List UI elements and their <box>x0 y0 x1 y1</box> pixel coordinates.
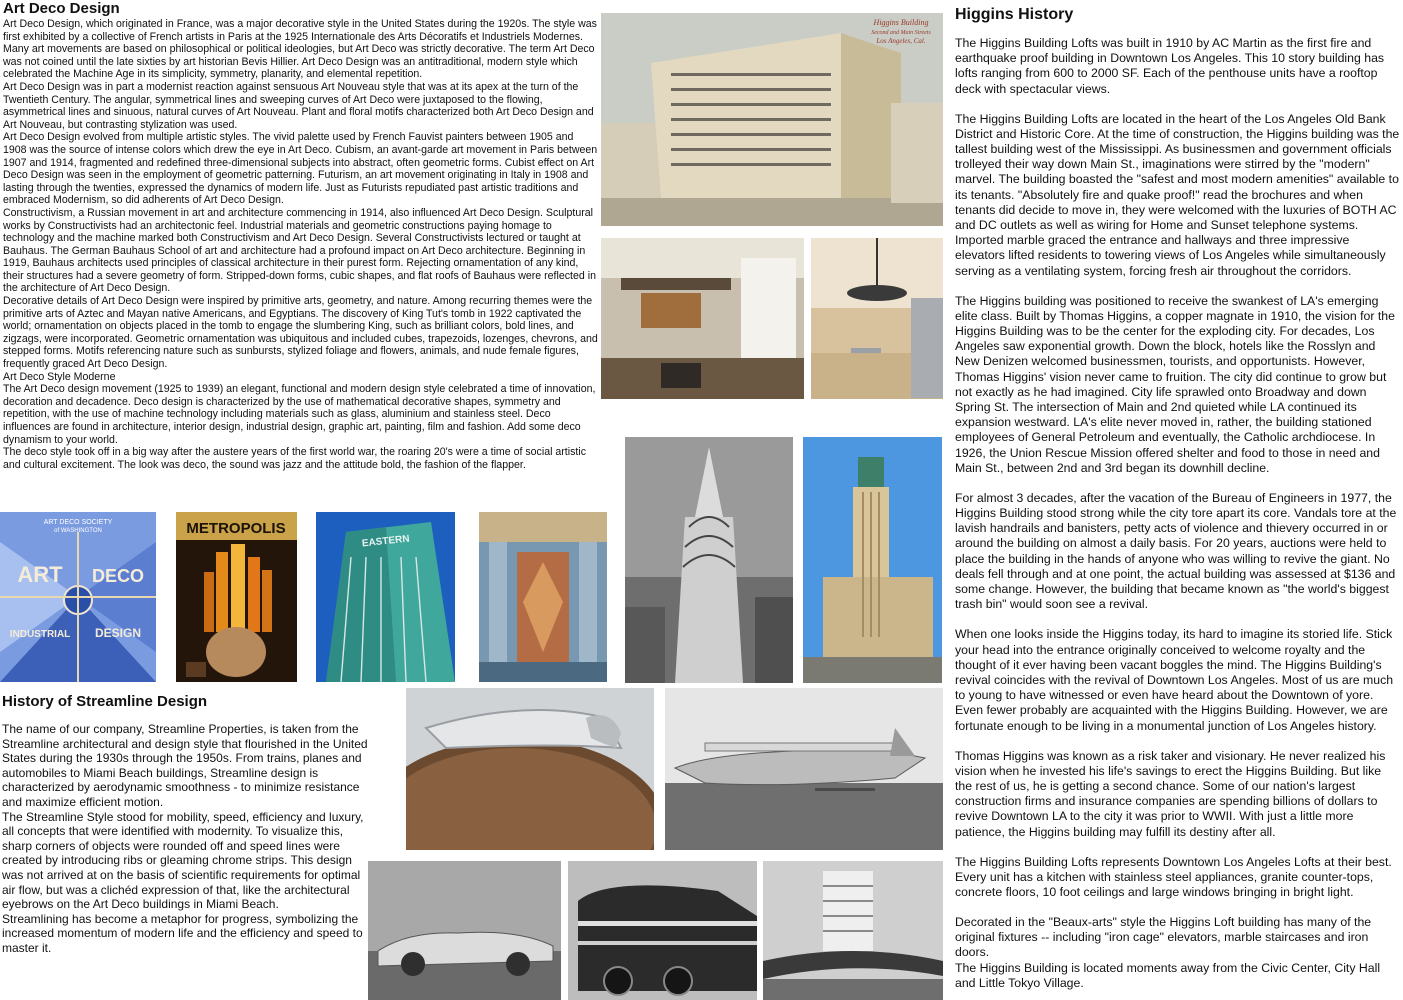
metropolis-poster-image <box>176 512 297 682</box>
streamline-title: History of Streamline Design <box>2 693 208 710</box>
metropolis-title-text: METROPOLIS <box>186 520 286 537</box>
postcard-caption-line2: Second and Main Streets <box>871 30 931 36</box>
poster-industrial-text: INDUSTRIAL <box>9 629 71 640</box>
art-deco-paragraph: Constructivism, a Russian movement in art and architecture commencing in 1914, also influenced Art Deco Design. Sculptural works by Constructivists had an architectonic feel. Industrial materials and geometric constructions paying homage to technology and the machine marked both Constructivism and Art Deco Design. Several Constructivists lectured or taught at Bauhaus. The German Bauhaus School of art and architecture had a profound impact on Art Deco architecture. Beginning in 1919, Bauhaus architects used principles of classical architecture in their purest form. Rejecting ornamentation of any kind, their structures had a severe geometry of form. Stripped-down forms, cubic shapes, and flat roofs of Bauhaus were reflected in the architecture of Art Deco Design. <box>3 206 596 295</box>
art-deco-section <box>3 0 599 471</box>
eastern-building-image <box>316 512 455 682</box>
higgins-paragraph: The Higgins Building Lofts represents Downtown Los Angeles Lofts at their best. Every unit has a kitchen with stainless steel appliances, granite counter-tops, concrete floors, 10 foot ceilings and large windows bringing in bright light. <box>955 854 1392 899</box>
streamline-paragraph: The name of our company, Streamline Properties, is taken from the Streamline architectural and design style that flourished in the United States during the 1930s through the 1950s. From trains, planes and automobiles to Miami Beach buildings, Streamline design is characterized by aerodynamic smoothness - to minimize resistance and maximize efficient motion. <box>2 722 368 809</box>
art-deco-body <box>3 18 599 471</box>
eastern-sign-text: EASTERN <box>361 533 411 550</box>
art-deco-subheading: Art Deco Style Moderne <box>3 370 116 383</box>
higgins-title: Higgins History <box>955 6 1074 23</box>
streamline-paragraph: The Streamline Style stood for mobility, speed, efficiency and luxury, all concepts that were identified with modernity. To visualize this, sharp corners of objects were rounded off and speed lines were created by introducing ribs or gleaming chrome strips. This design was not arrived at on the basis of scientific requirements for optimal air flow, but was a clichéd expression of that, like the architectural eyebrows on the Art Deco buildings in Miami Beach. <box>2 809 364 912</box>
higgins-paragraph: The Higgins Building is located moments away from the Civic Center, City Hall and Little Tokyo Village. <box>955 960 1381 990</box>
art-deco-paragraph: Art Deco Design, which originated in France, was a major decorative style in the United States during the 1920s. The style was first exhibited by a collective of French artists in Paris at the 1925 Internationale des Arts Décoratifs et Industriels Modernes. Many art movements are based on philosophical or political ideologies, but Art Deco was strictly decorative. The term Art Deco was not coined until the late sixties by art historian Bevis Hillier. Art Deco Design was an antitraditional, modern style which celebrated the Machine Age in its simplicity, symmetry, planarity, and elemental repetition. <box>3 18 597 81</box>
flying-boat-image <box>665 688 943 850</box>
streamline-building-image <box>763 861 943 1000</box>
chrysler-building-image <box>625 437 793 683</box>
higgins-body <box>955 36 1401 991</box>
poster-top-text: ART DECO SOCIETY <box>43 519 113 526</box>
poster-deco-text: DECO <box>91 566 145 586</box>
postcard-caption-line1: Higgins Building <box>873 18 929 27</box>
higgins-paragraph: Thomas Higgins was known as a risk taker and visionary. He never realized his vision when he invested his life's savings to erect the Higgins Building. But like the rest of us, he is getting a second chance. Some of our nation's largest construction firms and insurance companies are spending billions of dollars to revive Downtown LA to the city it was prior to WWII. With just a little more patience, the Higgins building may fulfill its destiny after all. <box>955 748 1386 839</box>
art-deco-society-poster-image <box>0 512 156 682</box>
streamline-section <box>2 693 368 956</box>
higgins-paragraph: The Higgins building was positioned to receive the swankest of LA's emerging elite class. Built by Thomas Higgins, a copper magnate in 1910, the vision for the Higgins Building was to be the center for the exploding city. For decades, Los Angeles saw exponential growth. Down the block, hotels like the Rosslyn and New Denizen welcomed businessmen, tourists, and opportunists. However, Thomas Higgins' vision never came to fruition. The city did continue to grow but not exactly as he had imagined. City life sprawled onto Broadway and down Spring St. The intersection of Main and 2nd quieted while LA continued its expansion westward. LA's elite never moved in, rather, the building stationed employees of General Petroleum and eventually, the Catholic archdiocese. In 1926, the Union Rescue Mission offered shelter and food to those in need and Main St., between 2nd and 3rd began its downhill decline. <box>955 293 1395 475</box>
higgins-building-postcard-image <box>601 13 943 226</box>
poster-sub-text: of WASHINGTON <box>54 528 102 534</box>
art-deco-title: Art Deco Design <box>3 0 120 17</box>
art-deco-tower-image <box>803 437 942 683</box>
loft-kitchen-image <box>811 238 943 399</box>
poster-design-text: DESIGN <box>94 626 142 640</box>
higgins-history-section <box>955 6 1401 991</box>
higgins-paragraph: When one looks inside the Higgins today, its hard to imagine its storied life. Stick your head into the entrance originally conceived to welcome royalty and the thought of it ever having been vacant boggles the mind. The Higgins Building's revival coincides with the revival of Downtown Los Angeles. Most of us are much to young to have witnessed or even have heard about the Downtown of yore. Even fewer probably are acquainted with the Higgins Building. However, we are fortunate enough to be living in a monumental junction of Los Angeles history. <box>955 627 1394 733</box>
higgins-paragraph: The Higgins Building Lofts are located in the heart of the Los Angeles Old Bank District and Historic Core. At the time of construction, the Higgins building was the tallest building west of the Mississippi. As businessmen and government officials trolleyed their way down Main St., imaginations were stirred by the "modern" marvel. The building boasted the "safest and most modern amenities" available to its tenants. "Absolutely fire and quake proof!" read the brochures and when tenants did decide to move in, they were welcomed with the luxuries of BOTH AC and DC outlets as well as wiring for Home and Sunset telephone systems. Imported marble graced the entrance and hallways and three impressive elevators lifted residents to towering views of Los Angeles while simultaneously serving as a ventilating system, forcing fresh air throughout the corridors. <box>955 111 1400 278</box>
streamline-locomotive-image <box>568 861 757 1000</box>
art-deco-facade-detail-image <box>479 512 607 682</box>
streamline-car-image <box>368 861 561 1000</box>
higgins-paragraph: For almost 3 decades, after the vacation of the Bureau of Engineers in 1977, the Higgins Building stood strong while the city tore apart its core. Vandals tore at the lavish handrails and banisters, petty acts of violence and thievery occurred in or around the building on almost a daily basis. For 20 years, auctions were held to place the building in the hands of anyone who was willing to revive the giant. No deals fell through and at one point, the actual building was assessed at $136 and some change. However, the building that became known as "the world's biggest trash bin" would soon see a revival. <box>955 490 1397 612</box>
higgins-paragraph: Decorated in the "Beaux-arts" style the Higgins Loft building has many of the original fixtures -- including "iron cage" elevators, marble staircases and iron doors. <box>955 914 1372 960</box>
loft-interior-image <box>601 238 804 399</box>
poster-art-text: ART <box>17 562 63 587</box>
streamline-paragraph: Streamlining has become a metaphor for progress, symbolizing the increased momentum of modern life and the efficiency and speed to master it. <box>2 911 363 955</box>
car-hood-ornament-image <box>406 688 654 850</box>
streamline-body <box>2 722 368 956</box>
higgins-paragraph: The Higgins Building Lofts was built in 1910 by AC Martin as the first fire and earthquake proof building in Downtown Los Angeles. This 10 story building has lofts ranging from 600 to 2000 SF. Each of the penthouse units have a rooftop deck with spectacular views. <box>955 36 1385 96</box>
art-deco-paragraph: The Art Deco design movement (1925 to 1939) an elegant, functional and modern design style celebrated a time of innovation, decoration and decadence. Deco design is characterized by the use of mathematical decorative shapes, symmetry and repetition, with the use of machine technology including materials such as glass, aluminium and stainless steel. Deco influences are found in architecture, interior design, industrial design, graphic art, painting, film and fashion. Add some deco dynamism to your world. <box>3 383 596 446</box>
postcard-caption-line3: Los Angeles, Cal. <box>876 37 926 45</box>
art-deco-paragraph: Art Deco Design evolved from multiple artistic styles. The vivid palette used by French Fauvist painters between 1905 and 1908 was the source of intense colors which drew the eye in Art Deco. Cubism, an avant-garde art movement in Paris between 1907 and 1914, fragmented and redefined three-dimensional subjects into abstract, often geometric forms. Cubist effect on Art Deco Design was seen in the employment of geometric patterning. Futurism, an art movement originating in Italy in 1908 and lasting through the twenties, expressed the dynamics of modern life. Just as Futurists repudiated past artistic traditions and embraced Modernism, so did adherents of Art Deco Design. <box>3 131 598 207</box>
art-deco-paragraph: Art Deco Design was in part a modernist reaction against sensuous Art Nouveau style that was at its apex at the turn of the Twentieth Century. The angular, symmetrical lines and sweeping curves of Art Deco were juxtaposed to the flowing, asymmetrical lines and sinuous, natural curves of Art Nouveau. Plant and floral motifs characterized both Art Deco Design and Art Nouveau, but contrasting stylization was used. <box>3 80 594 131</box>
art-deco-paragraph: The deco style took off in a big way after the austere years of the first world war, the roaring 20's were a time of social artistic and cultural excitement. The look was deco, the sound was jazz and the attitude bold, the fashion of the flapper. <box>3 446 586 471</box>
art-deco-paragraph: Decorative details of Art Deco Design were inspired by primitive arts, geometry, and nature. Among recurring themes were the primitive arts of Aztec and Mayan native Americans, and Egyptians. The discovery of King Tut's tomb in 1922 captivated the world; ornamentation on objects placed in the tomb to engage the slumbering King, such as brilliant colors, bold lines, and zigzags, were incorporated. Geometric ornamentation was ubiquitous and included cubes, trapezoids, lozenges, chevrons, and stepped forms. Motifs referencing nature such as sunbursts, stylized foliage and flowers, animals, and nude female figures, frequently graced Art Deco Design. <box>3 295 598 371</box>
